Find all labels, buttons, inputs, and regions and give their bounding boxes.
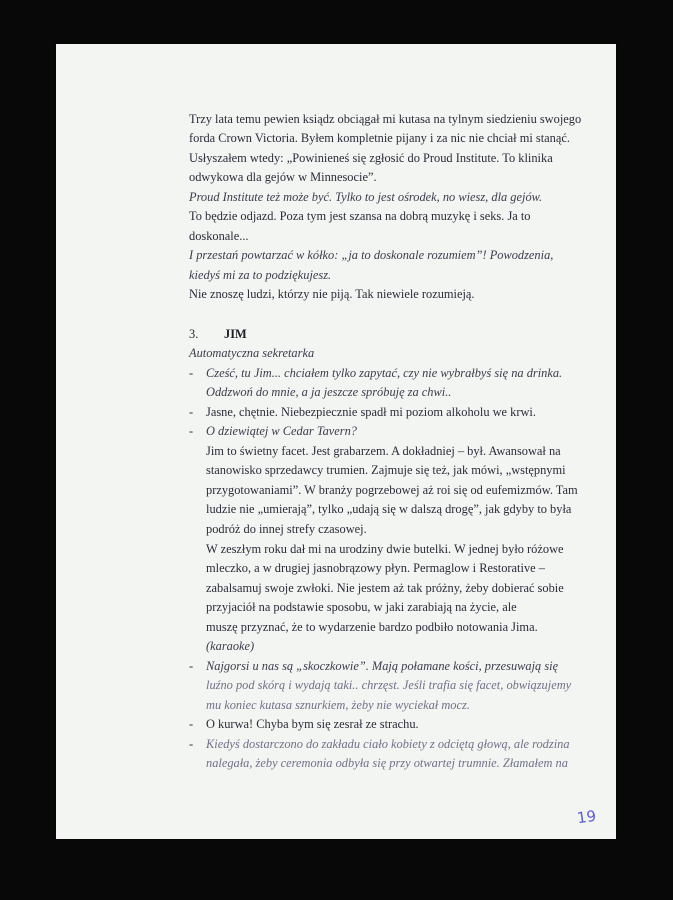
text-line: odwykowa dla gejów w Minnesocie”. bbox=[189, 170, 377, 184]
italic-line: I przestań powtarzać w kółko: „ja to doskonale rozumiem”! Powodzenia, bbox=[189, 248, 554, 262]
dialogue-line: Cześć, tu Jim... chciałem tylko zapytać, czy nie wybrałbyś się na drinka. bbox=[206, 366, 563, 380]
text-line: Nie znoszę ludzi, którzy nie piją. Tak niewiele rozumieją. bbox=[189, 287, 475, 301]
dialogue-dash: - bbox=[189, 717, 194, 731]
dialogue-line: Kiedyś dostarczono do zakładu ciało kobiety z odciętą głową, ale rodzina bbox=[206, 737, 570, 751]
dialogue-line: luźno pod skórą i wydają taki.. chrzęst. Jeśli trafia się facet, obwiązujemy bbox=[206, 678, 572, 692]
text-line: Usłyszałem wtedy: „Powinieneś się zgłosić do Proud Institute. To klinika bbox=[189, 151, 553, 165]
dialogue-dash: - bbox=[189, 366, 194, 380]
text-line: Jim to świetny facet. Jest grabarzem. A dokładniej – był. Awansował na bbox=[206, 444, 561, 458]
text-line: zabalsamuj swoje zwłoki. Nie jestem aż tak próżny, żeby dobierać sobie bbox=[206, 581, 564, 595]
dialogue-line: O dziewiątej w Cedar Tavern? bbox=[206, 424, 357, 438]
dialogue-line: O kurwa! Chyba bym się zesrał ze strachu. bbox=[206, 717, 419, 731]
dialogue-dash: - bbox=[189, 405, 194, 419]
text-line: mleczko, a w drugiej jasnobrązowy płyn. Permaglow i Restorative – bbox=[206, 561, 545, 575]
dialogue-dash: - bbox=[189, 659, 194, 673]
dialogue-line: mu koniec kutasa sznurkiem, żeby nie wyciekał mocz. bbox=[206, 698, 470, 712]
section-number: 3. bbox=[189, 327, 199, 341]
handwritten-page-number: 19 bbox=[575, 806, 598, 828]
italic-line: Proud Institute też może być. Tylko to jest ośrodek, no wiesz, dla gejów. bbox=[189, 190, 543, 204]
dialogue-dash: - bbox=[189, 424, 194, 438]
text-line: przygotowaniami”. W branży pogrzebowej aż roi się od eufemizmów. Tam bbox=[206, 483, 578, 497]
text-line: muszę przyznać, że to wydarzenie bardzo podbiło notowania Jima. bbox=[206, 620, 538, 634]
text-line: Trzy lata temu pewien ksiądz obciągał mi kutasa na tylnym siedzieniu swojego bbox=[189, 112, 582, 126]
text-line: To będzie odjazd. Poza tym jest szansa na dobrą muzykę i seks. Ja to bbox=[189, 209, 531, 223]
italic-line: kiedyś mi za to podziękujesz. bbox=[189, 268, 332, 282]
text-line: podróż do innej strefy czasowej. bbox=[206, 522, 367, 536]
text-line: W zeszłym roku dał mi na urodziny dwie butelki. W jednej było różowe bbox=[206, 542, 564, 556]
section-subtitle: Automatyczna sekretarka bbox=[189, 346, 315, 360]
dialogue-dash: - bbox=[189, 737, 194, 751]
text-line: forda Crown Victoria. Byłem kompletnie pijany i za nic nie chciał mi stanąć. bbox=[189, 131, 570, 145]
section-title: JIM bbox=[224, 327, 247, 341]
dialogue-line: Najgorsi u nas są „skoczkowie”. Mają połamane kości, przesuwają się bbox=[206, 659, 559, 673]
text-line: przyjaciół na podstawie sposobu, w jaki zarabiają na życie, ale bbox=[206, 600, 517, 614]
dialogue-line: nalegała, żeby ceremonia odbyła się przy otwartej trumnie. Złamałem na bbox=[206, 756, 568, 770]
dialogue-line: Oddzwoń do mnie, a ja jeszcze spróbuję za chwi.. bbox=[206, 385, 452, 399]
text-line: ludzie nie „umierają”, tylko „udają się w dalszą drogę”, jak gdyby to była bbox=[206, 502, 572, 516]
dialogue-line: Jasne, chętnie. Niebezpiecznie spadł mi poziom alkoholu we krwi. bbox=[206, 405, 536, 419]
text-line: doskonale... bbox=[189, 229, 249, 243]
text-line: stanowisko sprzedawcy trumien. Zajmuje się też, jak mówi, „wstępnymi bbox=[206, 463, 566, 477]
stage-direction: (karaoke) bbox=[206, 639, 255, 653]
document-page bbox=[56, 44, 616, 839]
